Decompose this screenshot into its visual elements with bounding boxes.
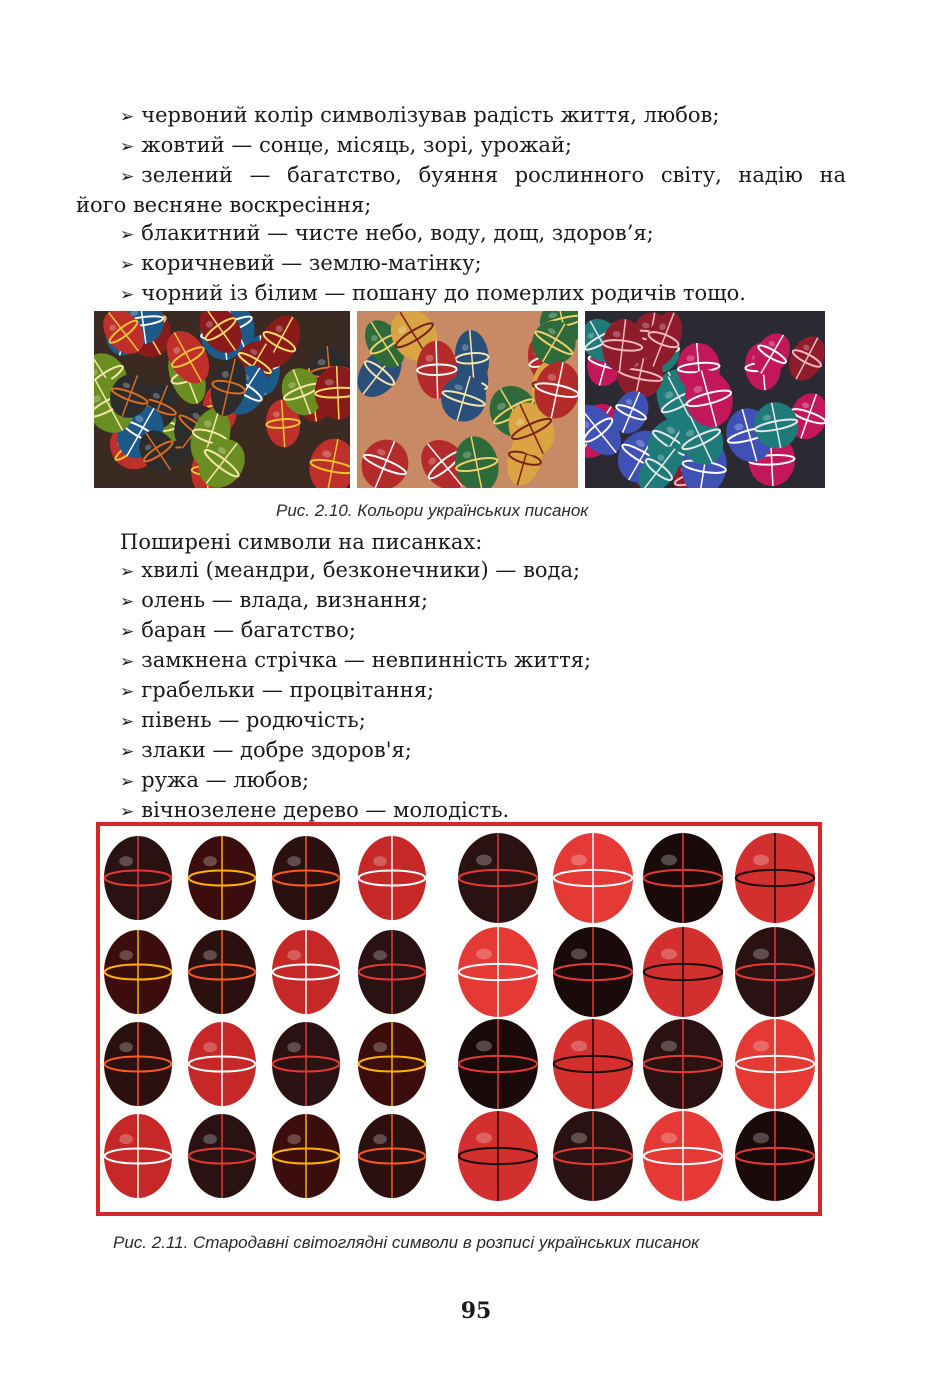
egg xyxy=(188,930,256,1014)
pysanky-photo-3 xyxy=(585,311,825,488)
section-intro: Поширені символи на писанках: xyxy=(120,530,483,554)
list-item: ➢ олень — влада, визнання; xyxy=(120,588,429,612)
arrow-bullet-icon: ➢ xyxy=(120,592,135,612)
egg xyxy=(104,930,172,1014)
egg xyxy=(272,930,340,1014)
egg xyxy=(643,833,723,923)
pysanky-illustration xyxy=(357,311,578,488)
egg xyxy=(104,1114,172,1198)
arrow-bullet-icon: ➢ xyxy=(120,772,135,792)
egg xyxy=(782,330,825,386)
pysanky-photo-2 xyxy=(357,311,578,488)
symbols-list xyxy=(76,528,846,826)
list-item: ➢ зелений — багатство, буяння рослинного світу, надію на xyxy=(120,163,846,187)
egg xyxy=(458,1111,538,1201)
egg xyxy=(358,1114,426,1198)
list-item-continuation: його весняне воскресіння; xyxy=(76,193,372,217)
list-item: ➢ вічнозелене дерево — молодість. xyxy=(120,798,510,822)
egg xyxy=(553,1019,633,1109)
arrow-bullet-icon: ➢ xyxy=(120,225,135,245)
pysanky-illustration xyxy=(585,311,825,488)
egg xyxy=(643,1111,723,1201)
egg xyxy=(358,1022,426,1106)
egg xyxy=(735,833,815,923)
arrow-bullet-icon: ➢ xyxy=(120,107,135,127)
arrow-bullet-icon: ➢ xyxy=(120,682,135,702)
egg xyxy=(735,1111,815,1201)
list-item: ➢ грабельки — процвітання; xyxy=(120,678,435,702)
egg xyxy=(735,1019,815,1109)
egg xyxy=(104,836,172,920)
arrow-bullet-icon: ➢ xyxy=(120,137,135,157)
list-item: ➢ баран — багатство; xyxy=(120,618,356,642)
list-item: ➢ півень — родючість; xyxy=(120,708,366,732)
arrow-bullet-icon: ➢ xyxy=(120,255,135,275)
arrow-bullet-icon: ➢ xyxy=(120,802,135,822)
page-number: 95 xyxy=(460,1298,492,1324)
figure-caption: Рис. 2.11. Стародавні світоглядні символи в розписі українських писанок xyxy=(113,1233,700,1252)
arrow-bullet-icon: ➢ xyxy=(120,562,135,582)
arrow-bullet-icon: ➢ xyxy=(120,622,135,642)
egg xyxy=(357,432,416,488)
egg xyxy=(643,1019,723,1109)
egg xyxy=(188,836,256,920)
arrow-bullet-icon: ➢ xyxy=(120,285,135,305)
egg xyxy=(272,1022,340,1106)
egg xyxy=(553,1111,633,1201)
egg xyxy=(735,927,815,1017)
list-item: ➢ хвилі (меандри, безконечники) — вода; xyxy=(120,558,581,582)
list-item: ➢ злаки — добре здоров'я; xyxy=(120,738,412,762)
list-item: ➢ замкнена стрічка — невпинність життя; xyxy=(120,648,592,672)
egg xyxy=(358,930,426,1014)
arrow-bullet-icon: ➢ xyxy=(120,712,135,732)
list-item: ➢ коричневий — землю-матінку; xyxy=(120,251,482,275)
symbols-figure-frame xyxy=(96,822,822,1216)
egg xyxy=(272,1114,340,1198)
egg xyxy=(458,927,538,1017)
egg xyxy=(358,836,426,920)
egg xyxy=(458,833,538,923)
list-item: ➢ ружа — любов; xyxy=(120,768,310,792)
egg xyxy=(553,927,633,1017)
arrow-bullet-icon: ➢ xyxy=(120,652,135,672)
pysanky-photo-1 xyxy=(94,311,350,488)
egg xyxy=(458,1019,538,1109)
egg xyxy=(188,1022,256,1106)
egg xyxy=(188,1114,256,1198)
egg xyxy=(643,927,723,1017)
list-item: ➢ червоний колір символізував радість життя, любов; xyxy=(120,103,720,127)
pysanky-symbols-illustration xyxy=(100,826,818,1212)
pysanky-illustration xyxy=(94,311,350,488)
egg xyxy=(272,836,340,920)
egg xyxy=(553,833,633,923)
egg xyxy=(305,435,350,488)
arrow-bullet-icon: ➢ xyxy=(120,167,135,187)
list-item: ➢ блакитний — чисте небо, воду, дощ, здоров’я; xyxy=(120,221,654,245)
arrow-bullet-icon: ➢ xyxy=(120,742,135,762)
list-item: ➢ чорний із білим — пошану до померлих родичів тощо. xyxy=(120,281,746,305)
color-meanings-list xyxy=(76,101,846,309)
egg xyxy=(104,1022,172,1106)
list-item: ➢ жовтий — сонце, місяць, зорі, урожай; xyxy=(120,133,572,157)
figure-caption: Рис. 2.10. Кольори українських писанок xyxy=(276,501,589,520)
